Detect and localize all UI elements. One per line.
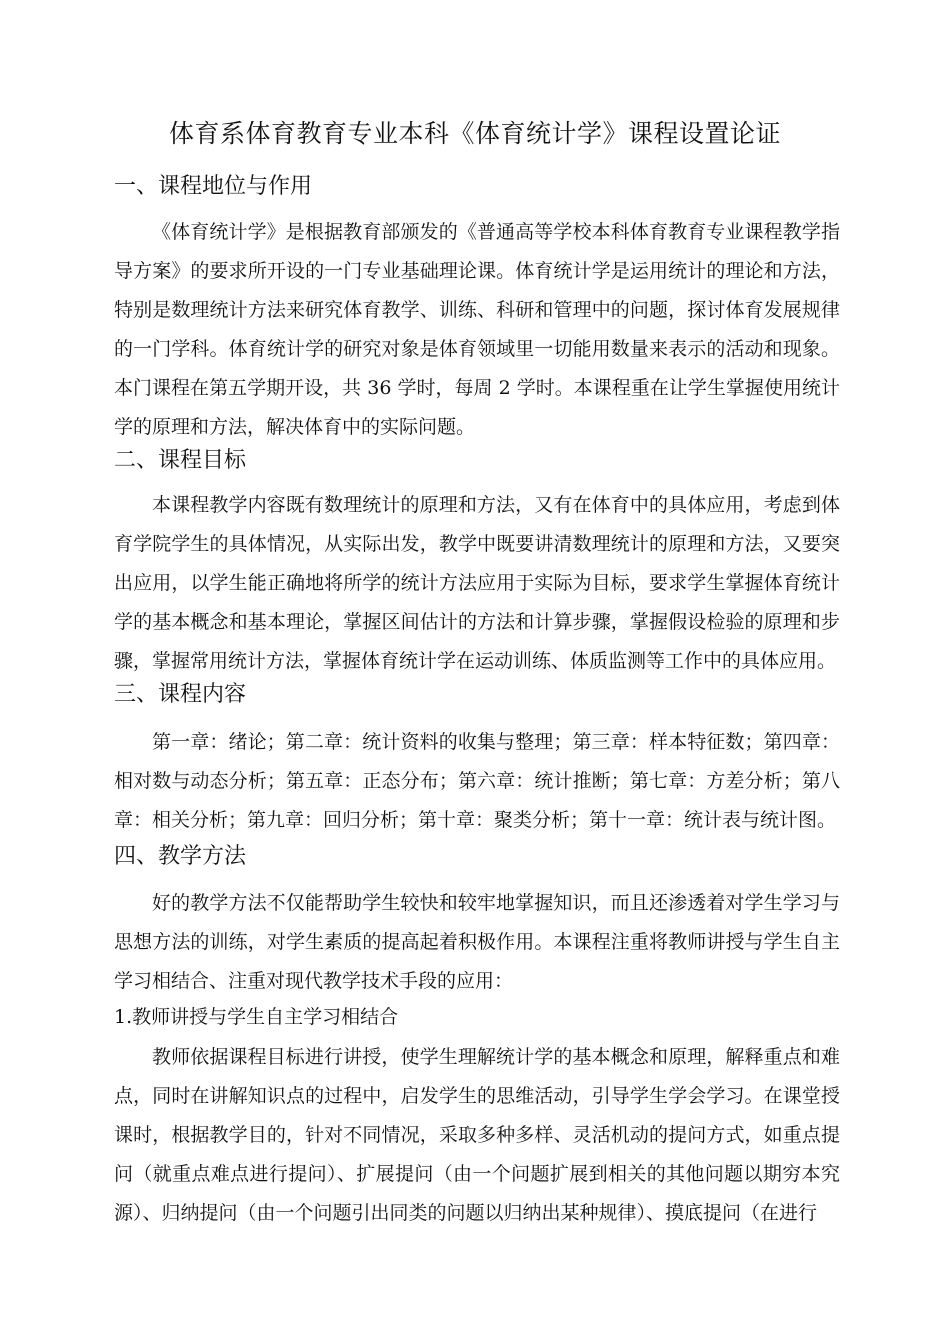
section-paragraph-content: 第一章：绪论；第二章：统计资料的收集与整理；第三章：样本特征数；第四章：相对数与动态分析；第五章：正态分布；第六章：统计推断；第七章：方差分析；第八章：相关分析；第九章：回归分析；第十章：聚类分析；第十一章：统计表与统计图。 bbox=[114, 731, 840, 831]
section-heading-methods: 四、教学方法 bbox=[114, 844, 247, 869]
section-paragraph-methods: 好的教学方法不仅能帮助学生较快和较牢地掌握知识，而且还渗透着对学生学习与思想方法的训练，对学生素质的提高起着积极作用。本课程注重将教师讲授与学生自主学习相结合、注重对现代教学技术手段的应用： bbox=[114, 892, 840, 992]
section-heading-content: 三、课程内容 bbox=[114, 682, 247, 707]
section-heading-goals: 二、课程目标 bbox=[114, 448, 247, 473]
section-paragraph-goals: 本课程教学内容既有数理统计的原理和方法，又有在体育中的具体应用，考虑到体育学院学生的具体情况，从实际出发，教学中既要讲清数理统计的原理和方法，又要突出应用，以学生能正确地将所学的统计方法应用于实际为目标，要求学生掌握体育统计学的基本概念和基本理论，掌握区间估计的方法和计算步骤，掌握假设检验的原理和步骤，掌握常用统计方法，掌握体育统计学在运动训练、体质监测等工作中的具体应用。 bbox=[114, 494, 840, 672]
subsection-paragraph-teaching: 教师依据课程目标进行讲授，使学生理解统计学的基本概念和原理，解释重点和难点，同时在讲解知识点的过程中，启发学生的思维活动，引导学生学会学习。在课堂授课时，根据教学目的，针对不同情况，采取多种多样、灵活机动的提问方式，如重点提问（就重点难点进行提问）、扩展提问（由一个问题扩展到相关的其他问题以期穷本究源）、归纳提问（由一个问题引出同类的问题以归纳出某种规律）、摸底提问（在进行 bbox=[114, 1046, 840, 1224]
section-paragraph-role: 《体育统计学》是根据教育部颁发的《普通高等学校本科体育教育专业课程教学指导方案》的要求所开设的一门专业基础理论课。体育统计学是运用统计的理论和方法，特别是数理统计方法来研究体育教学、训练、科研和管理中的问题，探讨体育发展规律的一门学科。体育统计学的研究对象是体育领域里一切能用数量来表示的活动和现象。本门课程在第五学期开设，共 36 学时，每周 2 学时。本课程重在让学生掌握使用统计学的原理和方法，解决体育中的实际问题。 bbox=[114, 221, 840, 438]
section-heading-role: 一、课程地位与作用 bbox=[114, 174, 313, 199]
subsection-heading-teaching: 1.教师讲授与学生自主学习相结合 bbox=[114, 1006, 399, 1028]
document-title: 体育系体育教育专业本科《体育统计学》课程设置论证 bbox=[168, 119, 781, 148]
